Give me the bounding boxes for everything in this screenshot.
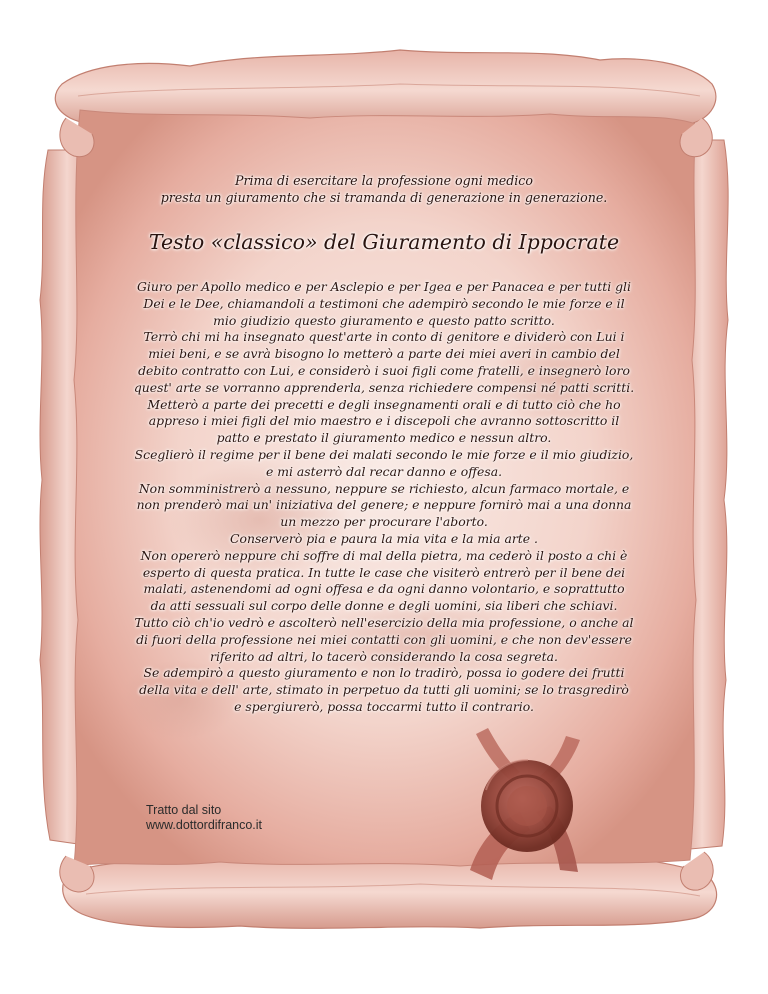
source-credit: [146, 803, 262, 832]
oath-line: Non somministrerò a nessuno, neppure se richiesto, alcun farmaco mortale, e: [138, 480, 630, 496]
oath-line: Conserverò pia e paura la mia vita e la mia arte .: [230, 530, 538, 546]
oath-line: riferito ad altri, lo tacerò considerando la cosa segreta.: [210, 648, 558, 664]
oath-line: di fuori della professione nei miei contatti con gli uomini, e che non dev'essere: [136, 631, 632, 647]
oath-line: e spergiurerò, possa toccarmi tutto il contrario.: [234, 698, 534, 714]
oath-line: Tutto ciò ch'io vedrò e ascolterò nell'esercizio della mia professione, o anche al: [134, 614, 634, 630]
oath-line: patto e prestato il giuramento medico e nessun altro.: [216, 430, 552, 446]
oath-line: non prenderò mai un' iniziativa del genere; e neppure fornirò mai a una donna: [136, 497, 632, 513]
source-label: Tratto dal sito: [146, 803, 222, 817]
oath-line: da atti sessuali sul corpo delle donne e degli uomini, sia liberi che schiavi.: [150, 598, 618, 614]
oath-line: mio giudizio questo giuramento e questo patto scritto.: [213, 312, 555, 328]
oath-line: Metterò a parte dei precetti e degli insegnamenti orali e di tutto ciò che ho: [147, 396, 621, 412]
intro-line: Prima di esercitare la professione ogni medico: [235, 173, 533, 188]
oath-line: Giuro per Apollo medico e per Asclepio e per Igea e per Panacea e per tutti gli: [137, 279, 631, 294]
oath-line: e mi asterrò dal recar danno e offesa.: [265, 463, 503, 479]
oath-line: Terrò chi mi ha insegnato quest'arte in conto di genitore e dividerò con Lui i: [143, 329, 625, 345]
source-url: www.dottordifranco.it: [146, 817, 263, 832]
oath-line: Dei e le Dee, chiamandoli a testimoni che adempirò secondo le mie forze e il: [143, 295, 625, 311]
oath-line: quest' arte se vorranno apprenderla, senza richiedere compensi né patti scritti.: [133, 379, 635, 395]
oath-line: Sceglierò il regime per il bene dei malati secondo le mie forze e il mio giudizio,: [134, 446, 634, 462]
oath-line: un mezzo per procurare l'aborto.: [280, 514, 488, 530]
oath-line: esperto di questa pratica. In tutte le case che visiterò entrerò per il bene dei: [142, 564, 626, 580]
oath-line: miei beni, e se avrà bisogno lo metterò a parte dei miei averi in cambio del: [148, 346, 620, 362]
intro-text: [130, 172, 638, 206]
oath-line: Se adempirò a questo giuramento e non lo tradirò, possa io godere dei frutti: [143, 665, 625, 681]
oath-title: Testo «classico» del Giuramento di Ippocrate: [148, 230, 620, 254]
oath-line: appreso i miei figli del mio maestro e i discepoli che avranno sottoscritto il: [148, 413, 620, 429]
oath-line: della vita e dell' arte, stimato in perpetuo da tutti gli uomini; se lo trasgredirò: [139, 682, 629, 698]
oath-line: debito contratto con Lui, e considerò i suoi figli come fratelli, e insegnerò loro: [138, 362, 630, 378]
oath-text: [112, 279, 656, 716]
oath-line: Non opererò neppure chi soffre di mal della pietra, ma cederò il posto a chi è: [140, 547, 628, 563]
intro-line: presta un giuramento che si tramanda di generazione in generazione.: [160, 190, 608, 205]
oath-line: malati, astenendomi ad ogni offesa e da ogni danno volontario, e soprattutto: [143, 581, 625, 597]
